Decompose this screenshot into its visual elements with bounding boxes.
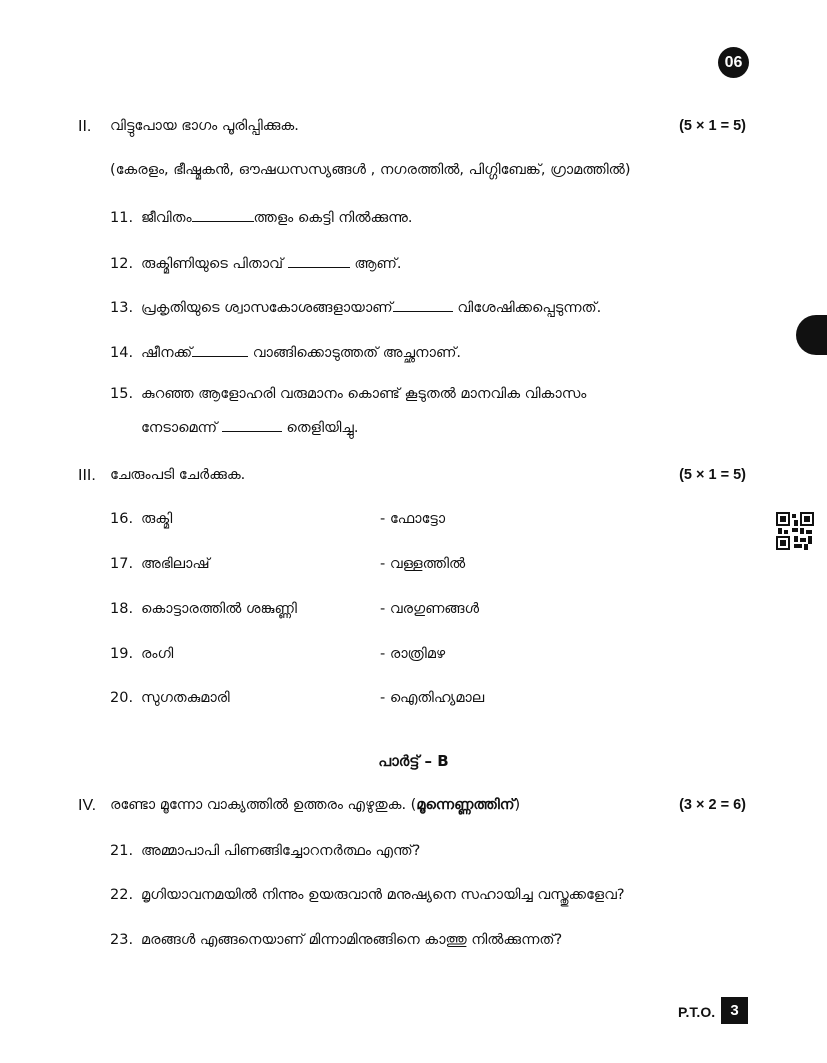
section-ii-instruction: വിട്ടുപോയ ഭാഗം പൂരിപ്പിക്കുക.: [110, 118, 299, 134]
question-number: 16.: [110, 511, 134, 527]
instruction-text: ): [514, 797, 521, 813]
question-text: മൃഗിയാവനമയിൽ നിന്നും ഉയരുവാൻ മനുഷ്യനെ സഹായിച്ച വസ്തുക്കളേവ?: [141, 887, 625, 903]
question-text: ആണ്.: [349, 256, 402, 272]
question-number: 22.: [110, 887, 134, 903]
match-left-text: സുഗതകുമാരി: [141, 690, 230, 706]
match-left-18: [110, 601, 297, 617]
question-number: 14.: [110, 345, 134, 361]
question-text: ജീവിതം: [141, 210, 192, 226]
match-right-20: - ഐതിഹ്യമാല: [380, 690, 485, 706]
match-left-text: രുക്മി: [141, 511, 173, 527]
question-number: 15.: [110, 386, 134, 402]
question-text: ഷീനക്ക്: [141, 345, 193, 361]
question-number: 19.: [110, 646, 134, 662]
section-iv-number: IV.: [78, 797, 97, 814]
question-text: വിശേഷിക്കപ്പെടുന്നത്.: [452, 300, 602, 316]
question-23: [110, 932, 562, 948]
match-left-17: [110, 556, 210, 572]
answer-blank[interactable]: [393, 297, 453, 312]
question-text: തെളിയിച്ചു.: [281, 420, 359, 436]
section-iv-marks: (3 × 2 = 6): [679, 797, 746, 813]
match-left-text: രംഗി: [141, 646, 174, 662]
question-22: [110, 887, 625, 903]
match-left-text: കൊട്ടാരത്തിൽ ശങ്കുണ്ണി: [141, 601, 297, 617]
question-14: [110, 342, 461, 361]
question-15-continued: [141, 417, 358, 436]
question-11: [110, 207, 412, 226]
match-left-16: [110, 511, 172, 527]
section-iv-instruction: [110, 797, 520, 813]
section-iii-number: III.: [78, 467, 96, 484]
question-text: ത്തളം കെട്ടി നിൽക്കുന്നു.: [253, 210, 413, 226]
question-12: [110, 253, 402, 272]
side-tab-marker: [796, 315, 827, 355]
part-b-title: പാർട്ട് – B: [378, 752, 449, 770]
match-right-19: - രാത്രിമഴ: [380, 646, 446, 662]
qr-code-icon: [776, 512, 814, 550]
question-21: [110, 843, 420, 859]
question-number: 18.: [110, 601, 134, 617]
section-ii-marks: (5 × 1 = 5): [679, 118, 746, 134]
pto-label: P.T.O.: [678, 1004, 716, 1020]
section-ii-number: II.: [78, 118, 92, 135]
question-text: പ്രകൃതിയുടെ ശ്വാസകോശങ്ങളായാണ്: [141, 300, 393, 316]
answer-blank[interactable]: [222, 417, 282, 432]
question-text: വാങ്ങിക്കൊടുത്തത് അച്ഛനാണ്.: [248, 345, 461, 361]
instruction-bold-text: മൂന്നെണ്ണത്തിന്: [416, 797, 515, 813]
answer-blank[interactable]: [192, 207, 254, 222]
question-number: 12.: [110, 256, 134, 272]
question-number: 20.: [110, 690, 134, 706]
question-15: [110, 386, 586, 402]
question-number: 11.: [110, 210, 134, 226]
match-left-20: [110, 690, 230, 706]
word-bank: (കേരളം, ഭീഷ്മകൻ, ഔഷധസസ്യങ്ങൾ , നഗരത്തിൽ, പിഗ്ഗിബേങ്ക്, ഗ്രാമത്തിൽ): [110, 162, 631, 178]
question-number: 21.: [110, 843, 134, 859]
question-text: കുറഞ്ഞ ആളോഹരി വരുമാനം കൊണ്ട് കൂടുതൽ മാനവിക വികാസം: [141, 386, 587, 402]
answer-blank[interactable]: [192, 342, 248, 357]
section-iii-instruction: ചേരുംപടി ചേർക്കുക.: [110, 467, 246, 483]
instruction-text: രണ്ടോ മൂന്നോ വാക്യത്തിൽ ഉത്തരം എഴുതുക. (: [110, 797, 417, 813]
question-text: രുക്മിണിയുടെ പിതാവ്: [141, 256, 288, 272]
question-number: 13.: [110, 300, 134, 316]
question-number: 23.: [110, 932, 134, 948]
page-number: 3: [721, 997, 748, 1024]
page-badge: 06: [718, 47, 749, 78]
match-left-19: [110, 646, 173, 662]
question-text: മരങ്ങൾ എങ്ങനെയാണ് മിന്നാമിനുങ്ങിനെ കാത്തു നിൽക്കുന്നത്?: [141, 932, 563, 948]
question-13: [110, 297, 601, 316]
match-left-text: അഭിലാഷ്: [141, 556, 210, 572]
match-right-18: - വരഗുണങ്ങൾ: [380, 601, 480, 617]
question-text: നേടാമെന്ന്: [141, 420, 222, 436]
question-number: 17.: [110, 556, 134, 572]
question-text: അമ്മാപാപി പിണങ്ങിച്ചോറനർത്ഥം എന്ത്?: [141, 843, 421, 859]
section-iii-marks: (5 × 1 = 5): [679, 467, 746, 483]
match-right-17: - വള്ളത്തിൽ: [380, 556, 466, 572]
match-right-16: - ഫോട്ടോ: [380, 511, 446, 527]
answer-blank[interactable]: [288, 253, 350, 268]
